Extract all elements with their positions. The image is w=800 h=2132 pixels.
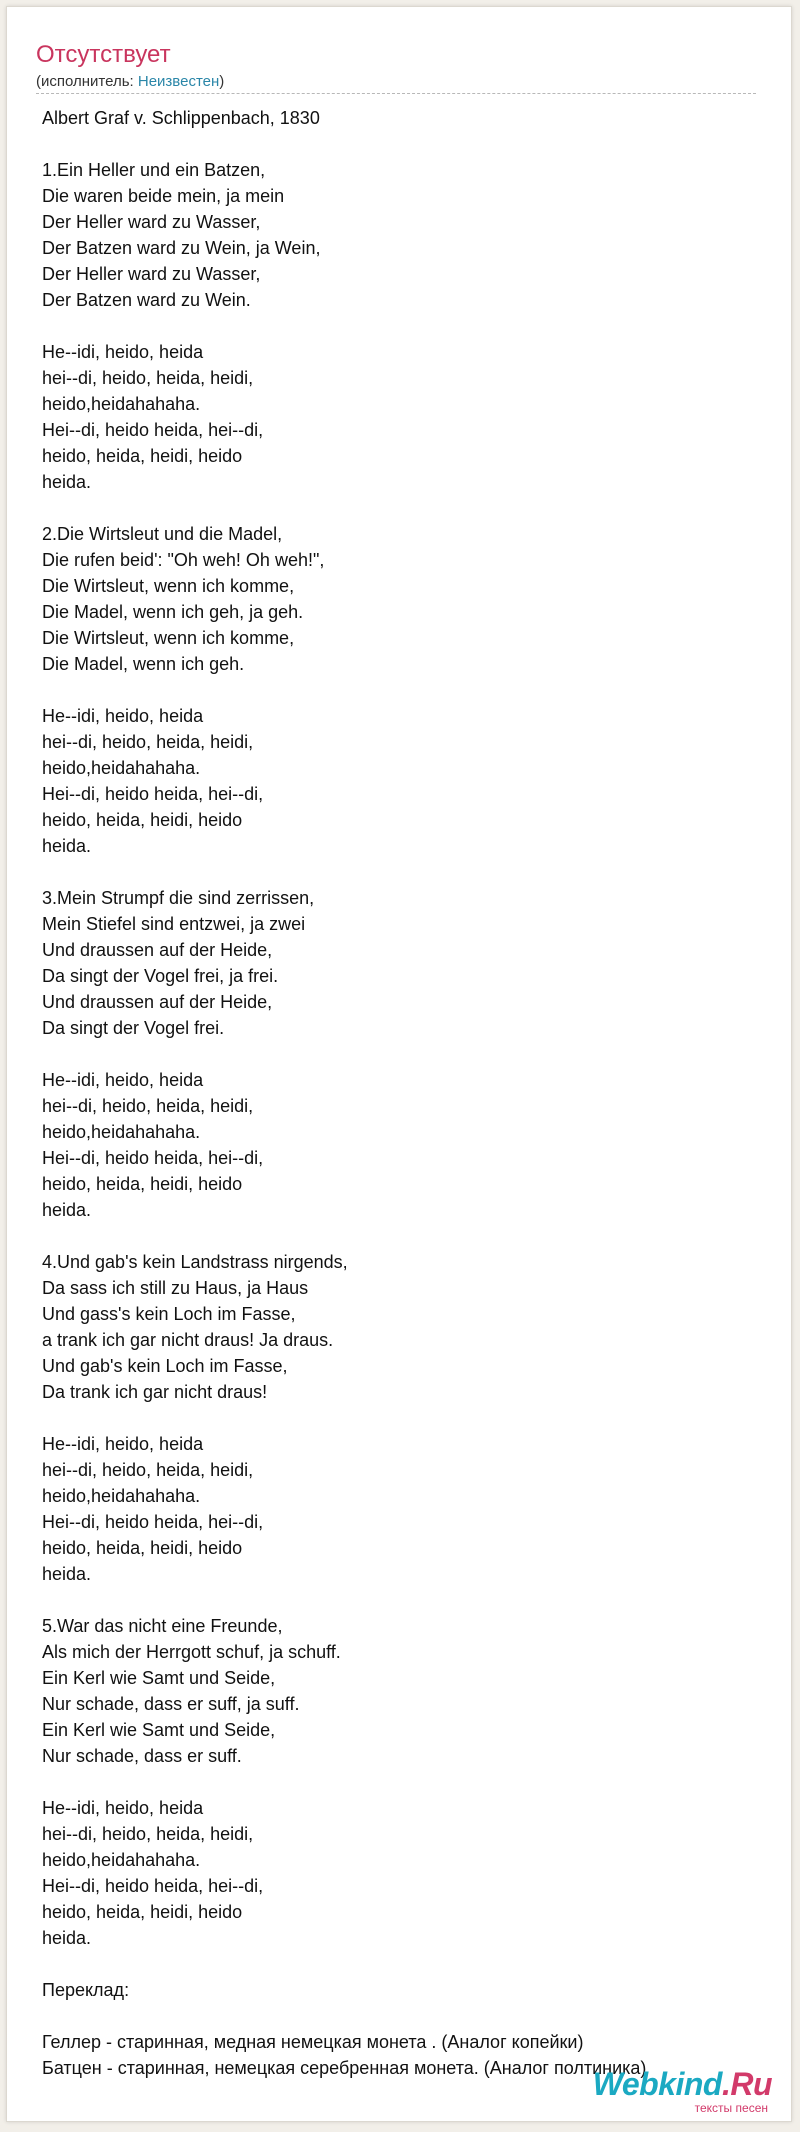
lyrics-line: 1.Ein Heller und ein Batzen,	[42, 160, 266, 180]
lyrics-blank-line	[42, 1587, 762, 1613]
lyrics-line: He--idi, heido, heida	[42, 342, 204, 362]
watermark-brand: Webkind	[592, 2066, 722, 2102]
lyrics-line: Albert Graf v. Schlippenbach, 1830	[42, 108, 320, 128]
lyrics-line: heido,heidahahaha.	[42, 758, 201, 778]
lyrics-line: heida.	[42, 1200, 92, 1220]
lyrics-line: heida.	[42, 1564, 92, 1584]
performer-line	[36, 73, 224, 91]
lyrics-line: heida.	[42, 836, 92, 856]
lyrics-line: Da singt der Vogel frei, ja frei.	[42, 966, 279, 986]
lyrics-line: Da trank ich gar nicht draus!	[42, 1382, 268, 1402]
lyrics-line: Der Heller ward zu Wasser,	[42, 264, 261, 284]
performer-suffix: )	[219, 73, 225, 90]
lyrics-line: hei--di, heido, heida, heidi,	[42, 1824, 254, 1844]
lyrics-line: Nur schade, dass er suff.	[42, 1746, 242, 1766]
lyrics-line: heido, heida, heidi, heido	[42, 1538, 243, 1558]
performer-prefix: (исполнитель:	[36, 73, 138, 90]
performer-link[interactable]: Неизвестен	[137, 73, 220, 90]
lyrics-line: a trank ich gar nicht draus! Ja draus.	[42, 1330, 334, 1350]
lyrics-blank-line	[42, 131, 762, 157]
lyrics-line: heido, heida, heidi, heido	[42, 1902, 243, 1922]
lyrics-line: Da sass ich still zu Haus, ja Haus	[42, 1278, 309, 1298]
lyrics-blank-line	[42, 1405, 762, 1431]
lyrics-blank-line	[42, 313, 762, 339]
lyrics-blank-line	[42, 1223, 762, 1249]
lyrics-line: He--idi, heido, heida	[42, 706, 204, 726]
lyrics-line: Hei--di, heido heida, hei--di,	[42, 1148, 264, 1168]
site-watermark	[593, 2066, 772, 2115]
lyrics-line: heido, heida, heidi, heido	[42, 810, 243, 830]
lyrics-line: Геллер - старинная, медная немецкая монета . (Аналог копейки)	[42, 2032, 584, 2052]
watermark-domain: .Ru	[721, 2066, 772, 2102]
lyrics-line: Die Wirtsleut, wenn ich komme,	[42, 576, 295, 596]
lyrics-line: hei--di, heido, heida, heidi,	[42, 1460, 254, 1480]
lyrics-line: Mein Stiefel sind entzwei, ja zwei	[42, 914, 306, 934]
lyrics-line: heido,heidahahaha.	[42, 1850, 201, 1870]
lyrics-blank-line	[42, 1041, 762, 1067]
lyrics-line: Ein Kerl wie Samt und Seide,	[42, 1720, 276, 1740]
lyrics-line: Hei--di, heido heida, hei--di,	[42, 1876, 264, 1896]
watermark-logo	[593, 2066, 772, 2102]
lyrics-blank-line	[42, 1769, 762, 1795]
lyrics-line: Переклад:	[42, 1980, 130, 2000]
lyrics-line: Und draussen auf der Heide,	[42, 992, 273, 1012]
lyrics-line: heido,heidahahaha.	[42, 1122, 201, 1142]
title-divider	[36, 93, 756, 94]
lyrics-line: Батцен - старинная, немецкая серебренная монета. (Аналог полтиника)	[42, 2058, 647, 2078]
lyrics-line: Die Madel, wenn ich geh, ja geh.	[42, 602, 304, 622]
lyrics-blank-line	[42, 677, 762, 703]
lyrics-line: He--idi, heido, heida	[42, 1798, 204, 1818]
lyrics-line: Hei--di, heido heida, hei--di,	[42, 784, 264, 804]
lyrics-text	[42, 105, 762, 2081]
lyrics-line: 3.Mein Strumpf die sind zerrissen,	[42, 888, 315, 908]
watermark-tagline: тексты песен	[694, 2101, 768, 2115]
lyrics-line: Da singt der Vogel frei.	[42, 1018, 225, 1038]
lyrics-line: He--idi, heido, heida	[42, 1070, 204, 1090]
lyrics-line: Die rufen beid': "Oh weh! Oh weh!",	[42, 550, 325, 570]
lyrics-line: hei--di, heido, heida, heidi,	[42, 732, 254, 752]
lyrics-line: hei--di, heido, heida, heidi,	[42, 368, 254, 388]
lyrics-line: heido,heidahahaha.	[42, 1486, 201, 1506]
lyrics-line: Die Madel, wenn ich geh.	[42, 654, 245, 674]
lyrics-line: 5.War das nicht eine Freunde,	[42, 1616, 283, 1636]
lyrics-line: Die Wirtsleut, wenn ich komme,	[42, 628, 295, 648]
song-title: Отсутствует	[36, 41, 171, 68]
lyrics-line: He--idi, heido, heida	[42, 1434, 204, 1454]
lyrics-line: Hei--di, heido heida, hei--di,	[42, 420, 264, 440]
lyrics-blank-line	[42, 859, 762, 885]
lyrics-line: heido, heida, heidi, heido	[42, 1174, 243, 1194]
lyrics-line: Als mich der Herrgott schuf, ja schuff.	[42, 1642, 341, 1662]
lyrics-line: Nur schade, dass er suff, ja suff.	[42, 1694, 300, 1714]
lyrics-line: hei--di, heido, heida, heidi,	[42, 1096, 254, 1116]
lyrics-line: 2.Die Wirtsleut und die Madel,	[42, 524, 283, 544]
lyrics-line: Der Batzen ward zu Wein, ja Wein,	[42, 238, 321, 258]
lyrics-line: heida.	[42, 1928, 92, 1948]
lyrics-blank-line	[42, 2003, 762, 2029]
lyrics-blank-line	[42, 495, 762, 521]
lyrics-line: Und gass's kein Loch im Fasse,	[42, 1304, 296, 1324]
lyrics-line: Und gab's kein Loch im Fasse,	[42, 1356, 288, 1376]
lyrics-line: heido,heidahahaha.	[42, 394, 201, 414]
lyrics-line: heido, heida, heidi, heido	[42, 446, 243, 466]
lyrics-line: Hei--di, heido heida, hei--di,	[42, 1512, 264, 1532]
lyrics-line: Ein Kerl wie Samt und Seide,	[42, 1668, 276, 1688]
lyrics-line: heida.	[42, 472, 92, 492]
lyrics-line: Die waren beide mein, ja mein	[42, 186, 285, 206]
lyrics-line: 4.Und gab's kein Landstrass nirgends,	[42, 1252, 348, 1272]
lyrics-line: Der Heller ward zu Wasser,	[42, 212, 261, 232]
lyrics-blank-line	[42, 1951, 762, 1977]
lyrics-line: Und draussen auf der Heide,	[42, 940, 273, 960]
lyrics-line: Der Batzen ward zu Wein.	[42, 290, 251, 310]
